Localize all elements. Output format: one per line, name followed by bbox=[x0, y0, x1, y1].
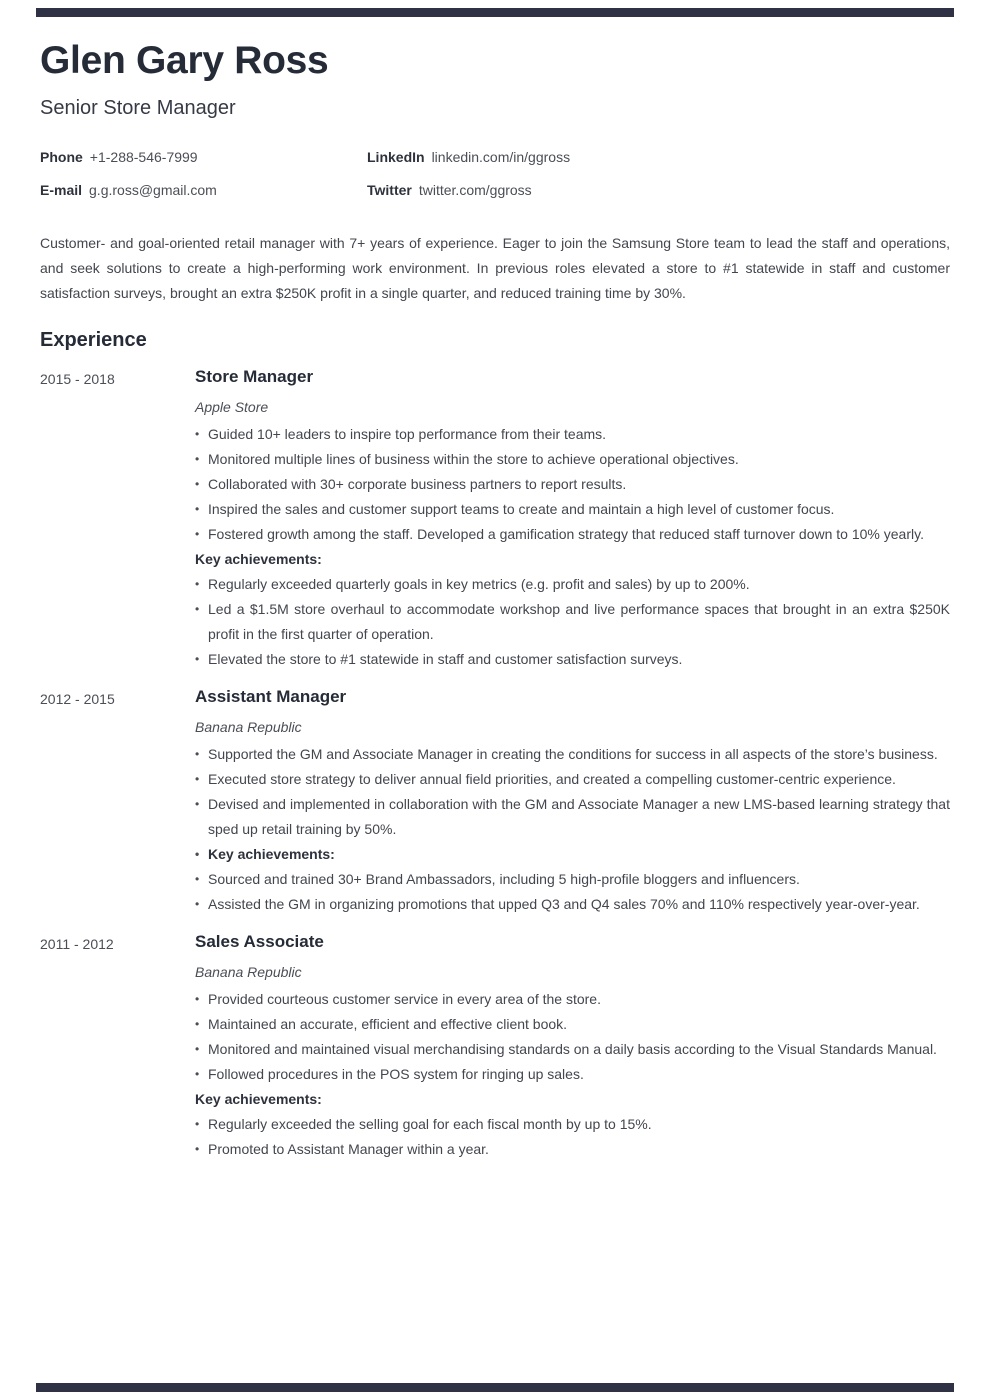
contact-value: g.g.ross@gmail.com bbox=[89, 182, 217, 198]
bullet-item: • Elevated the store to #1 statewide in staff and customer satisfaction surveys. bbox=[195, 647, 950, 672]
job-title: Sales Associate bbox=[195, 932, 324, 951]
job-dates: 2011 - 2012 bbox=[40, 936, 114, 952]
job-entry bbox=[40, 366, 950, 672]
job-dates: 2015 - 2018 bbox=[40, 371, 115, 387]
contact-grid bbox=[40, 147, 950, 201]
bullet-item: • Monitored and maintained visual merchandising standards on a daily basis according to the Visual Standards Manual. bbox=[195, 1037, 950, 1062]
job-main bbox=[195, 686, 950, 917]
job-entry bbox=[40, 931, 950, 1162]
bullet-item: • Sourced and trained 30+ Brand Ambassadors, including 5 high-profile bloggers and influencers. bbox=[195, 867, 950, 892]
job-lines bbox=[195, 422, 950, 672]
key-achievements-label: Key achievements: bbox=[195, 551, 322, 567]
page-title: Glen Gary Ross bbox=[40, 39, 329, 82]
job-entry bbox=[40, 686, 950, 917]
bullet-item: • Collaborated with 30+ corporate business partners to report results. bbox=[195, 472, 950, 497]
bullet-item: • Followed procedures in the POS system for ringing up sales. bbox=[195, 1062, 950, 1087]
bullet-item: • Monitored multiple lines of business within the store to achieve operational objectives. bbox=[195, 447, 950, 472]
top-accent-bar bbox=[36, 8, 954, 17]
bullet-item: • Supported the GM and Associate Manager in creating the conditions for success in all aspects of the store’s business. bbox=[195, 742, 950, 767]
job-title: Assistant Manager bbox=[195, 687, 347, 706]
bullet-item: • Regularly exceeded the selling goal for each fiscal month by up to 15%. bbox=[195, 1112, 950, 1137]
job-title: Store Manager bbox=[195, 367, 314, 386]
bullet-item: • Maintained an accurate, efficient and effective client book. bbox=[195, 1012, 950, 1037]
job-dates: 2012 - 2015 bbox=[40, 691, 115, 707]
bottom-accent-bar bbox=[36, 1383, 954, 1392]
contact-label: E-mail bbox=[40, 182, 83, 198]
contact-item bbox=[40, 180, 367, 201]
section-heading-experience: Experience bbox=[40, 329, 147, 351]
bullet-item: • Promoted to Assistant Manager within a year. bbox=[195, 1137, 950, 1162]
key-achievements-label: Key achievements: bbox=[195, 1091, 322, 1107]
bullet-item: • Devised and implemented in collaboration with the GM and Associate Manager a new LMS-based learning strategy that sped up retail training by 50%. bbox=[195, 792, 950, 842]
contact-value: twitter.com/ggross bbox=[418, 182, 532, 198]
contact-item bbox=[367, 147, 950, 168]
jobs-list bbox=[40, 366, 950, 1162]
contact-label: Twitter bbox=[367, 182, 412, 198]
contact-value: +1-288-546-7999 bbox=[89, 149, 198, 165]
job-main bbox=[195, 931, 950, 1162]
job-company: Banana Republic bbox=[195, 964, 302, 980]
contact-label: LinkedIn bbox=[367, 149, 425, 165]
bullet-item: • Regularly exceeded quarterly goals in key metrics (e.g. profit and sales) by up to 200%. bbox=[195, 572, 950, 597]
bullet-item: • Fostered growth among the staff. Developed a gamification strategy that reduced staff turnover down to 10% yearly. bbox=[195, 522, 950, 547]
bullet-item: • Executed store strategy to deliver annual field priorities, and created a compelling customer-centric experience. bbox=[195, 767, 950, 792]
job-lines bbox=[195, 987, 950, 1162]
contact-label: Phone bbox=[40, 149, 83, 165]
bullet-item: • Led a $1.5M store overhaul to accommodate workshop and live performance spaces that brought in an extra $250K profit in the first quarter of operation. bbox=[195, 597, 950, 647]
job-title-subtitle: Senior Store Manager bbox=[40, 97, 236, 119]
summary-text: Customer- and goal-oriented retail manager with 7+ years of experience. Eager to join the Samsung Store team to lead the staff and operations, and seek solutions to create a high-performing work environment. In previous roles elevated a store to #1 statewide in staff and customer satisfaction surveys, brought an extra $250K profit in a single quarter, and reduced training time by 30%. bbox=[40, 235, 950, 301]
bullet-item: • Inspired the sales and customer support teams to create and maintain a high level of customer focus. bbox=[195, 497, 950, 522]
resume-header bbox=[40, 40, 950, 201]
contact-item bbox=[367, 180, 950, 201]
contact-value: linkedin.com/in/ggross bbox=[431, 149, 571, 165]
job-main bbox=[195, 366, 950, 672]
job-company: Apple Store bbox=[195, 399, 269, 415]
key-achievements-label: • Key achievements: bbox=[195, 842, 950, 867]
job-lines bbox=[195, 742, 950, 917]
contact-item bbox=[40, 147, 367, 168]
job-company: Banana Republic bbox=[195, 719, 302, 735]
bullet-item: • Guided 10+ leaders to inspire top performance from their teams. bbox=[195, 422, 950, 447]
bullet-item: • Assisted the GM in organizing promotions that upped Q3 and Q4 sales 70% and 110% respectively year-over-year. bbox=[195, 892, 950, 917]
bullet-item: • Provided courteous customer service in every area of the store. bbox=[195, 987, 950, 1012]
